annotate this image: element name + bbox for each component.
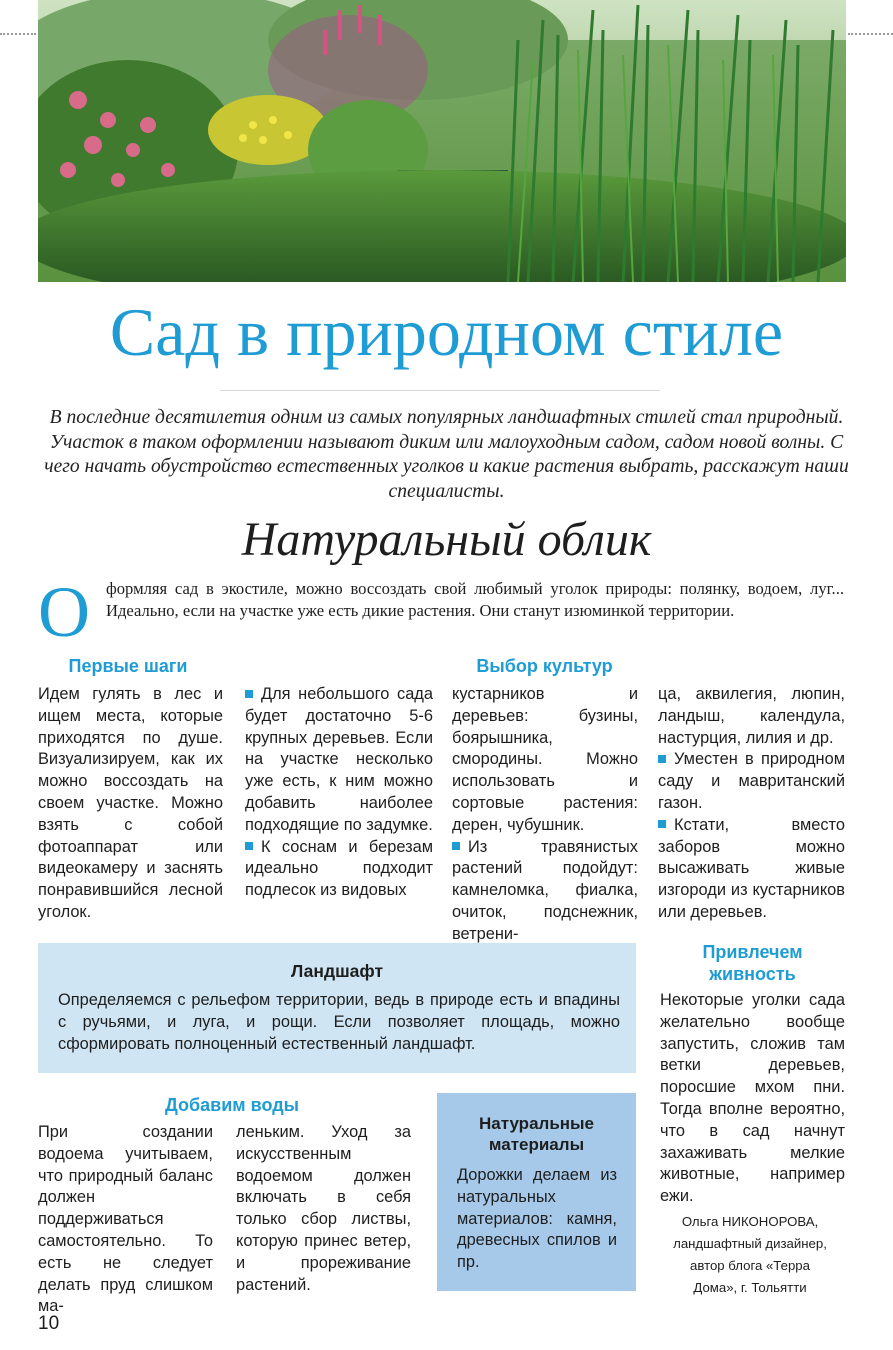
first-steps-text: Идем гулять в лес и ищем места, которые приходятся по душе. Визуализируем, как их можно воссоздать на своем участке. Можно взять с собой фотоаппарат или видеокамеру и заснять понравившийся лесной уголок. <box>38 685 223 921</box>
crops-col4 <box>658 684 845 924</box>
water-col2 <box>236 1122 411 1296</box>
crops-text-1: кустарников и деревьев: бузины, боярышника, смородины. Можно использовать и сортовые растения: дерен, чубушник. <box>452 685 638 834</box>
author-city: Дома», г. Тольятти <box>693 1280 807 1295</box>
bullet-icon <box>452 842 460 850</box>
landscape-box <box>38 943 636 1073</box>
lead-paragraph: В последние десятилетия одним из самых популярных ландшафтных стилей стал природный. Участок в таком оформлении называют диким или малоуходным садом, садом новой волны. С чего начать обустройство естественных уголков и какие растения выбрать, расскажут наши специалисты. <box>44 407 849 502</box>
crops-bullet-1 <box>452 837 638 946</box>
crops-col3 <box>452 684 638 946</box>
first-steps-bullet-1-text: Для небольшого сада будет достаточно 5-6 крупных деревьев. Если на участке несколько уже есть, к ним можно добавить наиболее подходящие по задумке. <box>245 685 433 834</box>
bullet-icon <box>658 820 666 828</box>
crops-text-2: ца, аквилегия, люпин, ландыш, календула, настурция, лилия и др. <box>658 685 845 747</box>
article-title: Сад в природном стиле <box>109 294 784 370</box>
crops-bullet-2-text: Уместен в природном саду и мавританский газон. <box>658 750 845 812</box>
heading-water: Добавим воды <box>165 1095 299 1115</box>
crops-bullet-1-text: Из травянистых растений подойдут: камнеломка, фиалка, очиток, подснежник, ветрени- <box>452 837 638 943</box>
first-steps-col2 <box>245 684 433 902</box>
landscape-text: Определяемся с рельефом территории, ведь в природе есть и впадины с ручьями, и луга, и рощи. Если позволяет площадь, можно сформировать полноценный естественный ландшафт. <box>58 991 620 1053</box>
dotted-margin-left <box>0 33 36 35</box>
materials-text: Дорожки делаем из натуральных материалов: камня, древесных спилов и пр. <box>457 1166 617 1272</box>
wildlife-col <box>660 990 845 1208</box>
water-col1 <box>38 1122 213 1318</box>
author-blog: автор блога «Терра <box>690 1258 810 1273</box>
heading-crops: Выбор культур <box>476 656 613 676</box>
author-name: Ольга НИКОНОРОВА, <box>681 1214 819 1229</box>
author-role: ландшафтный дизайнер, <box>673 1236 827 1251</box>
intro-paragraph: формляя сад в экостиле, можно воссоздать свой любимый уголок природы: полянку, водоем, луг... Идеально, если на участке уже есть дикие растения. Они станут изюминкой территории. <box>106 579 844 620</box>
title-divider <box>220 390 660 391</box>
garden-photo <box>38 0 846 282</box>
bullet-icon <box>245 690 253 698</box>
materials-box <box>437 1093 636 1291</box>
crops-bullet-3-text: Кстати, вместо заборов можно высаживать живые изгороди из кустарников или деревьев. <box>658 815 845 921</box>
heading-materials: Натуральные материалы <box>478 1114 595 1154</box>
heading-landscape: Ландшафт <box>290 961 384 981</box>
bullet-icon <box>245 842 253 850</box>
first-steps-bullet-2 <box>245 837 433 902</box>
subtitle: Натуральный облик <box>241 513 652 566</box>
garden-photo-icon <box>38 0 846 282</box>
page-number: 10 <box>38 1313 60 1334</box>
heading-wildlife: Привлечем живность <box>702 942 803 984</box>
dotted-margin-right <box>848 33 893 35</box>
crops-bullet-2 <box>658 749 845 814</box>
drop-cap: О <box>38 572 90 652</box>
author-signature <box>655 1211 845 1299</box>
heading-first-steps: Первые шаги <box>68 656 188 676</box>
bullet-icon <box>658 755 666 763</box>
first-steps-bullet-2-text: К соснам и березам идеально подходит подлесок из видовых <box>245 837 433 900</box>
crops-bullet-3 <box>658 815 845 924</box>
water-text-1: При создании водоема учитываем, что природный баланс должен поддерживаться самостоятельно. То есть не следует делать пруд слишком ма- <box>38 1123 213 1316</box>
first-steps-col1 <box>38 684 223 924</box>
water-text-2: леньким. Уход за искусственным водоемом должен включать в себя только сбор листвы, которую принес ветер, и прореживание растений. <box>236 1123 411 1294</box>
first-steps-bullet-1 <box>245 684 433 837</box>
wildlife-text: Некоторые уголки сада желательно вообще запустить, сложив там ветки деревьев, поросшие мхом пни. Тогда вполне вероятно, что в сад начнут захаживать мелкие животные, например ежи. <box>660 991 845 1206</box>
